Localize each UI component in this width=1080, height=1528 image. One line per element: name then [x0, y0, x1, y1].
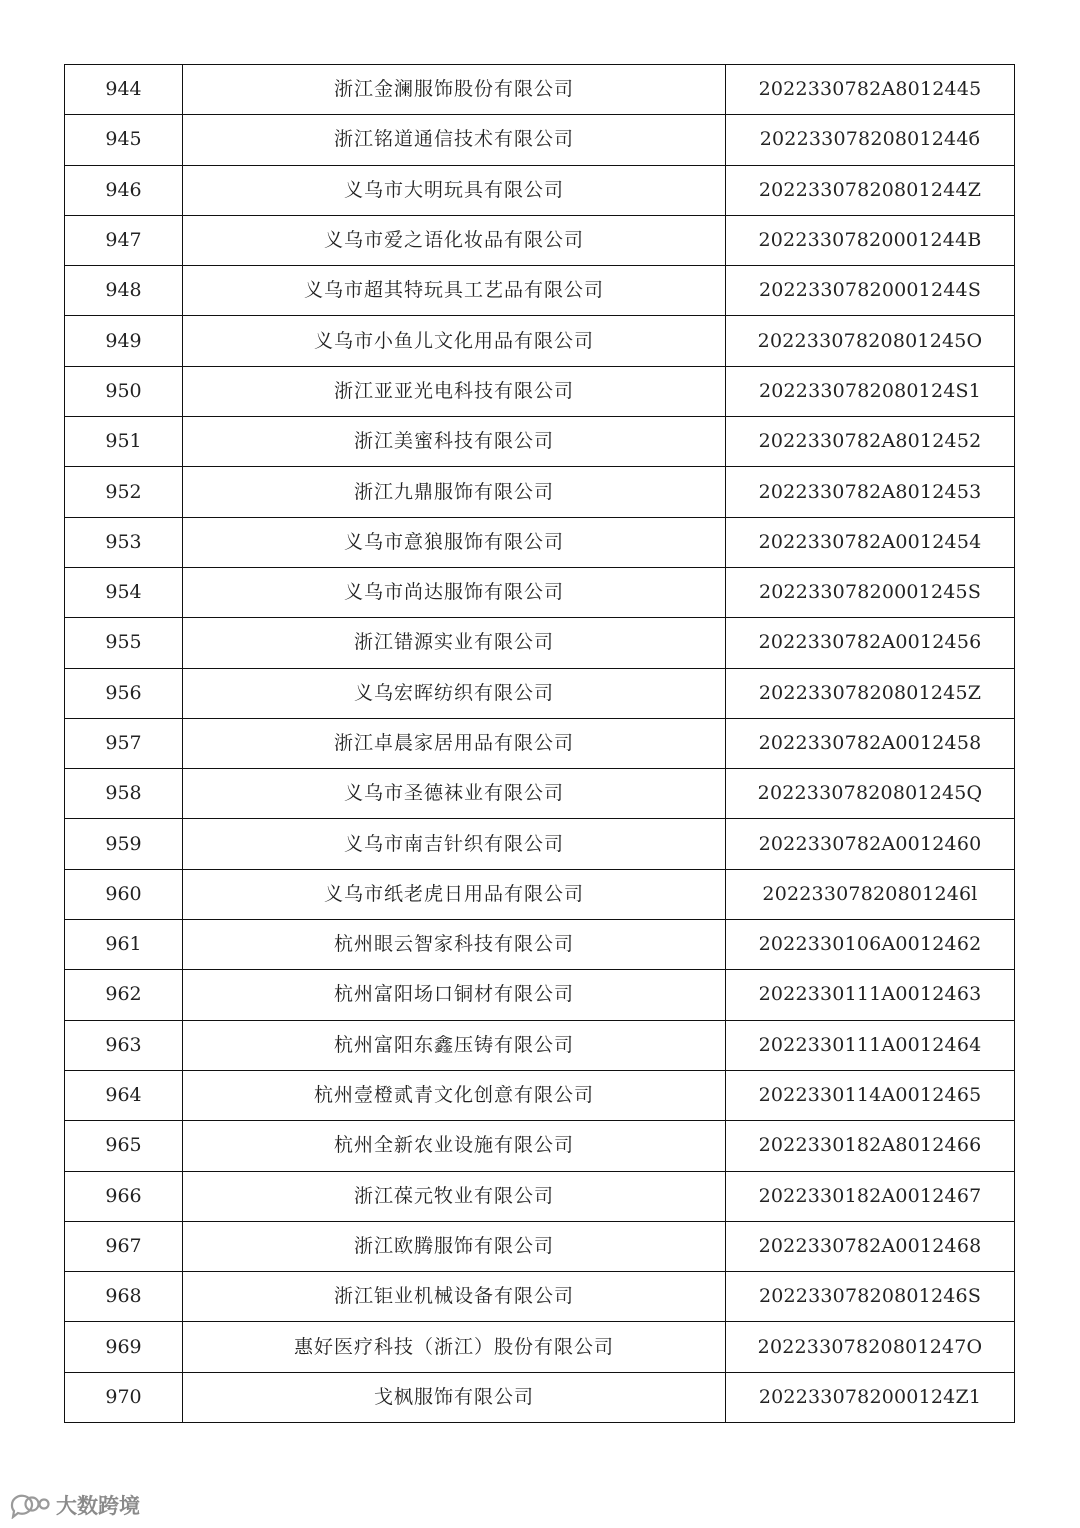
table-row: [65, 517, 1015, 567]
certificate-code-cell: 20223307820801245Z: [726, 668, 1015, 718]
company-name-cell: 浙江美蜜科技有限公司: [183, 417, 726, 467]
certificate-code-cell: 2022330782A0012456: [726, 618, 1015, 668]
table-row: [65, 618, 1015, 668]
certificate-code-cell: 2022330782000124Z1: [726, 1372, 1015, 1422]
company-name-cell: 浙江九鼎服饰有限公司: [183, 467, 726, 517]
certificate-code-cell: 2022330782A0012454: [726, 517, 1015, 567]
company-name-cell: 义乌市超其特玩具工艺品有限公司: [183, 266, 726, 316]
company-name-cell: 杭州眼云智家科技有限公司: [183, 920, 726, 970]
row-number-cell: 958: [65, 769, 183, 819]
table-row: [65, 920, 1015, 970]
certificate-code-cell: 20223307820001245S: [726, 567, 1015, 617]
watermark-text: 大数跨境: [56, 1494, 140, 1518]
company-name-cell: 义乌宏晖纺织有限公司: [183, 668, 726, 718]
company-name-cell: 杭州全新农业设施有限公司: [183, 1121, 726, 1171]
table-row: [65, 65, 1015, 115]
row-number-cell: 951: [65, 417, 183, 467]
company-name-cell: 浙江卓晨家居用品有限公司: [183, 718, 726, 768]
table-row: [65, 1020, 1015, 1070]
company-name-cell: 浙江钜业机械设备有限公司: [183, 1272, 726, 1322]
table-row: [65, 567, 1015, 617]
table-row: [65, 266, 1015, 316]
row-number-cell: 955: [65, 618, 183, 668]
table-row: [65, 869, 1015, 919]
company-name-cell: 惠好医疗科技（浙江）股份有限公司: [183, 1322, 726, 1372]
certificate-code-cell: 2022330114A0012465: [726, 1070, 1015, 1120]
row-number-cell: 953: [65, 517, 183, 567]
company-name-cell: 义乌市圣德袜业有限公司: [183, 769, 726, 819]
table-row: [65, 215, 1015, 265]
row-number-cell: 968: [65, 1272, 183, 1322]
company-name-cell: 浙江铭道通信技术有限公司: [183, 115, 726, 165]
row-number-cell: 946: [65, 165, 183, 215]
row-number-cell: 947: [65, 215, 183, 265]
table-body: [65, 65, 1015, 1423]
row-number-cell: 959: [65, 819, 183, 869]
company-name-cell: 浙江金澜服饰股份有限公司: [183, 65, 726, 115]
certificate-code-cell: 2022330782A8012453: [726, 467, 1015, 517]
certificate-code-cell: 2022330782A0012468: [726, 1221, 1015, 1271]
row-number-cell: 944: [65, 65, 183, 115]
company-name-cell: 义乌市爱之语化妆品有限公司: [183, 215, 726, 265]
row-number-cell: 948: [65, 266, 183, 316]
table-row: [65, 316, 1015, 366]
certificate-code-cell: 2022330782080124S1: [726, 366, 1015, 416]
table-row: [65, 1372, 1015, 1422]
row-number-cell: 945: [65, 115, 183, 165]
row-number-cell: 957: [65, 718, 183, 768]
company-name-cell: 义乌市纸老虎日用品有限公司: [183, 869, 726, 919]
row-number-cell: 956: [65, 668, 183, 718]
row-number-cell: 970: [65, 1372, 183, 1422]
company-name-cell: 浙江错源实业有限公司: [183, 618, 726, 668]
company-name-cell: 杭州富阳东鑫压铸有限公司: [183, 1020, 726, 1070]
row-number-cell: 963: [65, 1020, 183, 1070]
row-number-cell: 966: [65, 1171, 183, 1221]
chat-bubble-logo-icon: [6, 1491, 50, 1519]
row-number-cell: 949: [65, 316, 183, 366]
company-name-cell: 义乌市小鱼儿文化用品有限公司: [183, 316, 726, 366]
table-row: [65, 819, 1015, 869]
table-row: [65, 1171, 1015, 1221]
certificate-code-cell: 2022330782A0012460: [726, 819, 1015, 869]
row-number-cell: 965: [65, 1121, 183, 1171]
certificate-code-cell: 20223307820001244S: [726, 266, 1015, 316]
certificate-code-cell: 2022330106A0012462: [726, 920, 1015, 970]
certificate-code-cell: 20223307820801244б: [726, 115, 1015, 165]
watermark: [6, 1490, 140, 1520]
row-number-cell: 962: [65, 970, 183, 1020]
table-row: [65, 970, 1015, 1020]
row-number-cell: 961: [65, 920, 183, 970]
table-row: [65, 1221, 1015, 1271]
certificate-code-cell: 20223307820801246l: [726, 869, 1015, 919]
table-row: [65, 1121, 1015, 1171]
certificate-code-cell: 20223307820801245O: [726, 316, 1015, 366]
company-name-cell: 戈枫服饰有限公司: [183, 1372, 726, 1422]
certificate-code-cell: 20223307820001244B: [726, 215, 1015, 265]
table-row: [65, 668, 1015, 718]
row-number-cell: 964: [65, 1070, 183, 1120]
certificate-code-cell: 20223307820801247O: [726, 1322, 1015, 1372]
company-name-cell: 杭州壹橙贰青文化创意有限公司: [183, 1070, 726, 1120]
company-name-cell: 浙江葆元牧业有限公司: [183, 1171, 726, 1221]
table-row: [65, 1272, 1015, 1322]
row-number-cell: 954: [65, 567, 183, 617]
certificate-code-cell: 2022330782A8012445: [726, 65, 1015, 115]
company-name-cell: 义乌市尚达服饰有限公司: [183, 567, 726, 617]
table-row: [65, 718, 1015, 768]
row-number-cell: 950: [65, 366, 183, 416]
row-number-cell: 969: [65, 1322, 183, 1372]
certificate-code-cell: 2022330111A0012464: [726, 1020, 1015, 1070]
company-table: [64, 64, 1015, 1423]
certificate-code-cell: 2022330182A8012466: [726, 1121, 1015, 1171]
certificate-code-cell: 2022330111A0012463: [726, 970, 1015, 1020]
row-number-cell: 967: [65, 1221, 183, 1271]
company-name-cell: 杭州富阳场口铜材有限公司: [183, 970, 726, 1020]
table-row: [65, 1070, 1015, 1120]
certificate-code-cell: 20223307820801245Q: [726, 769, 1015, 819]
table-row: [65, 467, 1015, 517]
certificate-code-cell: 20223307820801246S: [726, 1272, 1015, 1322]
company-name-cell: 义乌市南吉针织有限公司: [183, 819, 726, 869]
company-name-cell: 义乌市意狼服饰有限公司: [183, 517, 726, 567]
table-row: [65, 165, 1015, 215]
table-row: [65, 417, 1015, 467]
table-row: [65, 115, 1015, 165]
company-name-cell: 义乌市大明玩具有限公司: [183, 165, 726, 215]
company-name-cell: 浙江亚亚光电科技有限公司: [183, 366, 726, 416]
row-number-cell: 952: [65, 467, 183, 517]
table-row: [65, 769, 1015, 819]
company-name-cell: 浙江欧腾服饰有限公司: [183, 1221, 726, 1271]
certificate-code-cell: 2022330782A8012452: [726, 417, 1015, 467]
certificate-code-cell: 2022330782A0012458: [726, 718, 1015, 768]
table-row: [65, 366, 1015, 416]
table-row: [65, 1322, 1015, 1372]
row-number-cell: 960: [65, 869, 183, 919]
certificate-code-cell: 2022330182A0012467: [726, 1171, 1015, 1221]
certificate-code-cell: 20223307820801244Z: [726, 165, 1015, 215]
